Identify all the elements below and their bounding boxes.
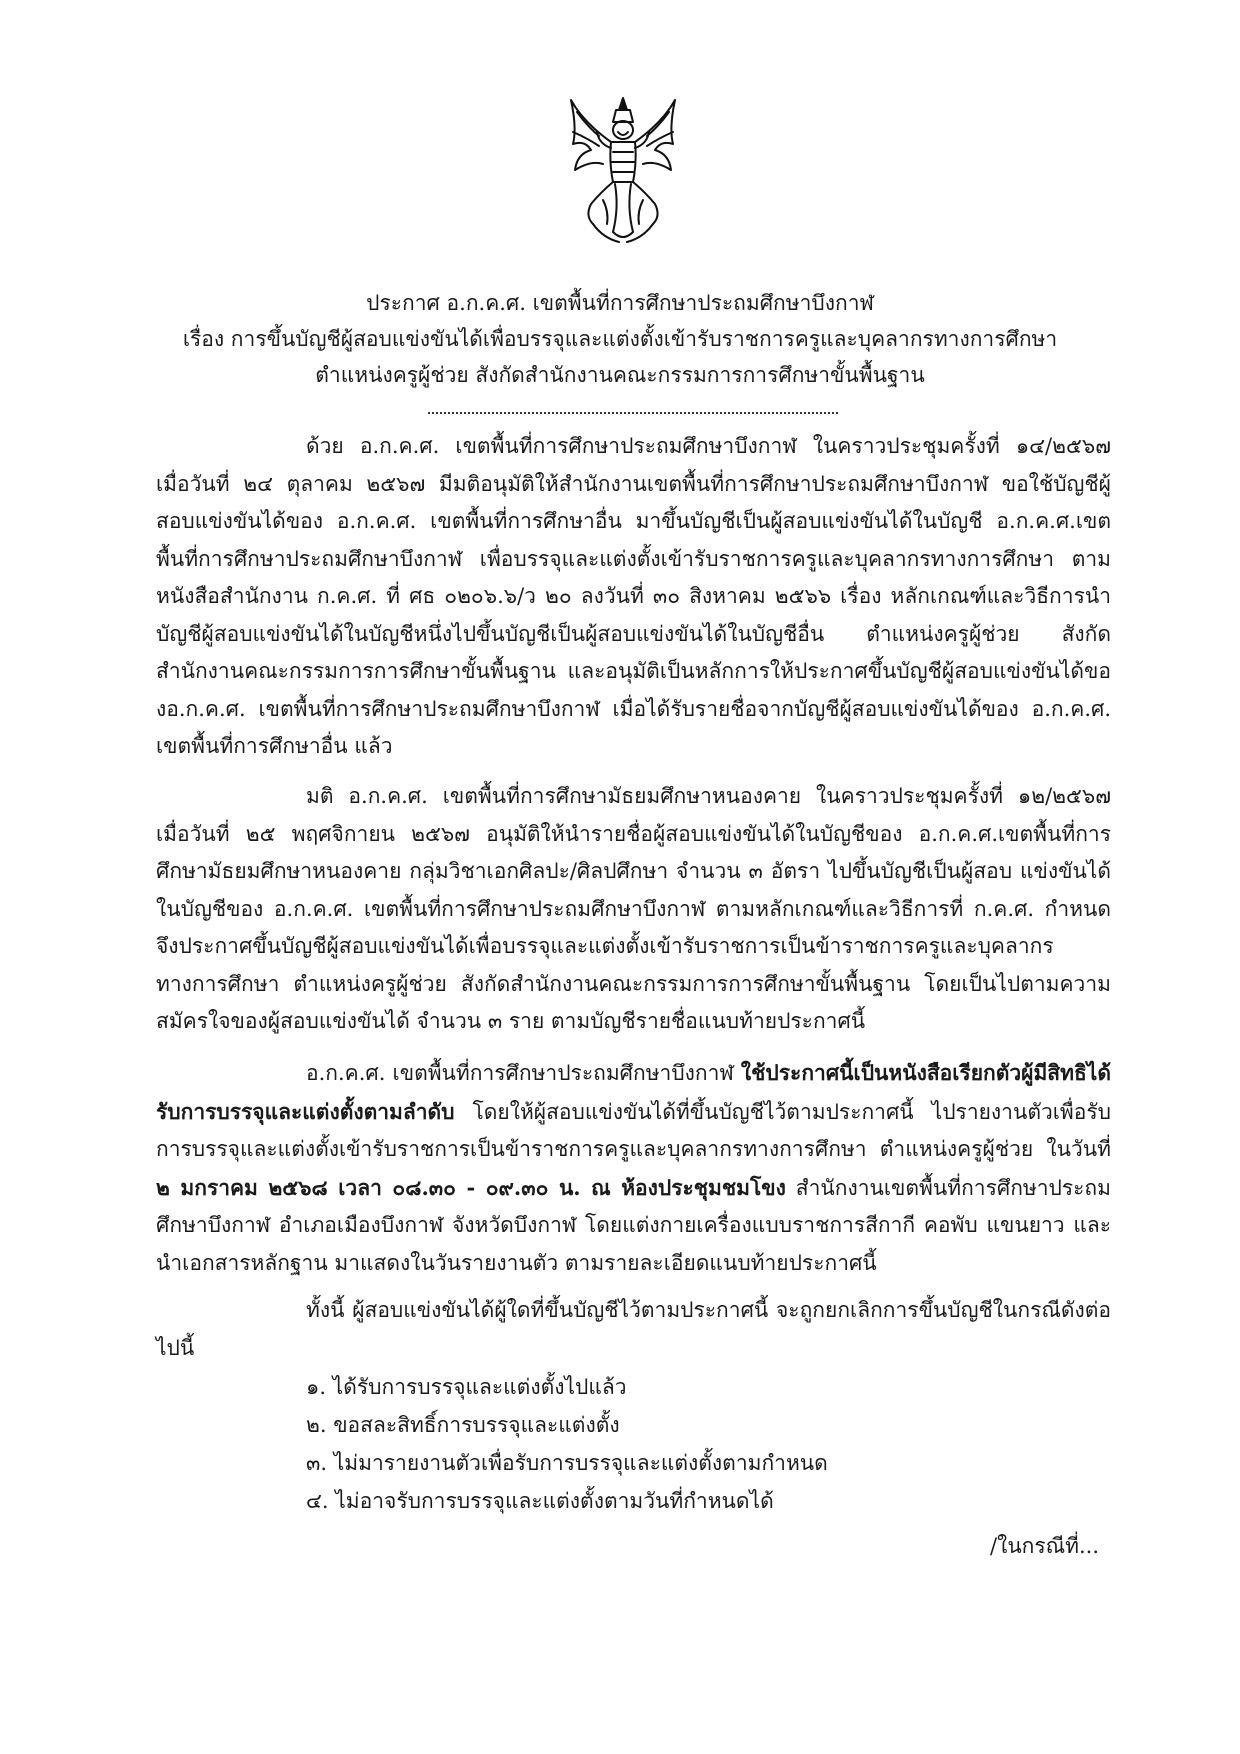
list-item: ๑. ได้รับการบรรจุและแต่งตั้งไปแล้ว bbox=[306, 1375, 627, 1399]
paragraph-3-summons: ใช้ประกาศนี้เป็นหนังสือเรียกตัวผู้มีสิทธิได้รับการบรรจุและแต่งตั้งตามลำดับ bbox=[156, 1060, 1111, 1124]
page-continuation: /ในกรณีที่... bbox=[990, 1534, 1100, 1558]
paragraph-3-date-venue: ๒ มกราคม ๒๕๖๘ เวลา ๐๘.๓๐ - ๐๙.๓๐ น. ณ ห้องประชุมชมโขง bbox=[156, 1174, 786, 1200]
garuda-emblem-icon bbox=[563, 92, 683, 248]
cancellation-list bbox=[306, 1368, 828, 1520]
paragraph-4 bbox=[156, 1292, 1111, 1367]
paragraph-1-text: ด้วย อ.ก.ค.ศ. เขตพื้นที่การศึกษาประถมศึกษาบึงกาฬ ในคราวประชุมครั้งที่ ๑๔/๒๕๖๗ เมื่อวันที่ ๒๔ ตุลาคม ๒๕๖๗ มีมติอนุมัติให้สำนักงานเขตพื้นที่การศึกษาประถมศึกษาบึงกาฬ ขอใช้บัญชีผู้สอบแข่งขันได้ของ อ.ก.ค.ศ. เขตพื้นที่การศึกษาอื่น มาขึ้นบัญชีเป็นผู้สอบแข่งขันได้ในบัญชี อ.ก.ค.ศ.เขตพื้นที่การศึกษาประถมศึกษาบึงกาฬ เพื่อบรรจุและแต่งตั้งเข้ารับราชการครูและบุคลากรทางการศึกษา ตามหนังสือสำนักงาน ก.ค.ศ. ที่ ศธ ๐๒๐๖.๖/ว ๒๐ ลงวันที่ ๓๐ สิงหาคม ๒๕๖๖ เรื่อง หลักเกณฑ์และวิธีการนำบัญชีผู้สอบแข่งขันได้ในบัญชีหนึ่งไปขึ้นบัญชีเป็นผู้สอบแข่งขันได้ในบัญชีอื่น ตำแหน่งครูผู้ช่วย สังกัด สำนักงานคณะกรรมการการศึกษาขั้นพื้นฐาน และอนุมัติเป็นหลักการให้ประกาศขึ้นบัญชีผู้สอบแข่งขันได้ของอ.ก.ค.ศ. เขตพื้นที่การศึกษาประถมศึกษาบึงกาฬ เมื่อได้รับรายชื่อจากบัญชีผู้สอบแข่งขันได้ของ อ.ก.ค.ศ. เขตพื้นที่การศึกษาอื่น แล้ว bbox=[156, 434, 1111, 758]
paragraph-3 bbox=[156, 1054, 1111, 1282]
paragraph-3-part5: สำนักงานเขตพื้นที่การศึกษาประถมศึกษาบึงกาฬ อำเภอเมืองบึงกาฬ จังหวัดบึงกาฬ โดยแต่งกายเครื่องแบบราชการสีกากี คอพับ แขนยาว และนำเอกสารหลักฐาน มาแสดงในวันรายงานตัว ตามรายละเอียดแนบท้ายประกาศนี้ bbox=[156, 1175, 1111, 1275]
paragraph-2-text: มติ อ.ก.ค.ศ. เขตพื้นที่การศึกษามัธยมศึกษาหนองคาย ในคราวประชุมครั้งที่ ๑๒/๒๕๖๗ เมื่อวันที่ ๒๕ พฤศจิกายน ๒๕๖๗ อนุมัติให้นำรายชื่อผู้สอบแข่งขันได้ในบัญชีของ อ.ก.ค.ศ.เขตพื้นที่การศึกษามัธยมศึกษาหนองคาย กลุ่มวิชาเอกศิลปะ/ศิลปศึกษา จำนวน ๓ อัตรา ไปขึ้นบัญชีเป็นผู้สอบ แข่งขันได้ในบัญชีของ อ.ก.ค.ศ. เขตพื้นที่การศึกษาประถมศึกษาบึงกาฬ ตามหลักเกณฑ์และวิธีการที่ ก.ค.ศ. กำหนด จึงประกาศขึ้นบัญชีผู้สอบแข่งขันได้เพื่อบรรจุและแต่งตั้งเข้ารับราชการเป็นข้าราชการครูและบุคลากรทางการศึกษา ตำแหน่งครูผู้ช่วย สังกัดสำนักงานคณะกรรมการการศึกษาขั้นพื้นฐาน โดยเป็นไปตามความสมัครใจของผู้สอบแข่งขันได้ จำนวน ๓ ราย ตามบัญชีรายชื่อแนบท้ายประกาศนี้ bbox=[156, 784, 1111, 1033]
header-subject: เรื่อง การขึ้นบัญชีผู้สอบแข่งขันได้เพื่อบรรจุและแต่งตั้งเข้ารับราชการครูและบุคลากรทางการศึกษา bbox=[182, 327, 1058, 351]
list-item: ๒. ขอสละสิทธิ์การบรรจุและแต่งตั้ง bbox=[306, 1413, 620, 1437]
header-position: ตำแหน่งครูผู้ช่วย สังกัดสำนักงานคณะกรรมการการศึกษาขั้นพื้นฐาน bbox=[315, 363, 925, 387]
paragraph-1 bbox=[156, 428, 1111, 766]
list-item: ๓. ไม่มารายงานตัวเพื่อรับการบรรจุและแต่งตั้งตามกำหนด bbox=[306, 1451, 828, 1475]
paragraph-2 bbox=[156, 778, 1111, 1041]
paragraph-3-part1: อ.ก.ค.ศ. เขตพื้นที่การศึกษาประถมศึกษาบึงกาฬ bbox=[306, 1061, 741, 1085]
header-divider bbox=[428, 412, 838, 414]
header-title: ประกาศ อ.ก.ค.ศ. เขตพื้นที่การศึกษาประถมศึกษาบึงกาฬ bbox=[366, 291, 874, 315]
paragraph-3-part3: โดยให้ผู้สอบแข่งขันได้ที่ขึ้นบัญชีไว้ตามประกาศนี้ ไปรายงานตัวเพื่อรับการบรรจุและแต่งตั้งเข้ารับราชการเป็นข้าราชการครูและบุคลากรทางการศึกษา ตำแหน่งครูผู้ช่วย ในวันที่ bbox=[156, 1099, 1111, 1161]
list-item: ๔. ไม่อาจรับการบรรจุและแต่งตั้งตามวันที่กำหนดได้ bbox=[306, 1489, 774, 1513]
paragraph-4-text: ทั้งนี้ ผู้สอบแข่งขันได้ผู้ใดที่ขึ้นบัญชีไว้ตามประกาศนี้ จะถูกยกเลิกการขึ้นบัญชีในกรณีดังต่อไปนี้ bbox=[156, 1298, 1111, 1360]
announcement-header bbox=[140, 285, 1100, 393]
